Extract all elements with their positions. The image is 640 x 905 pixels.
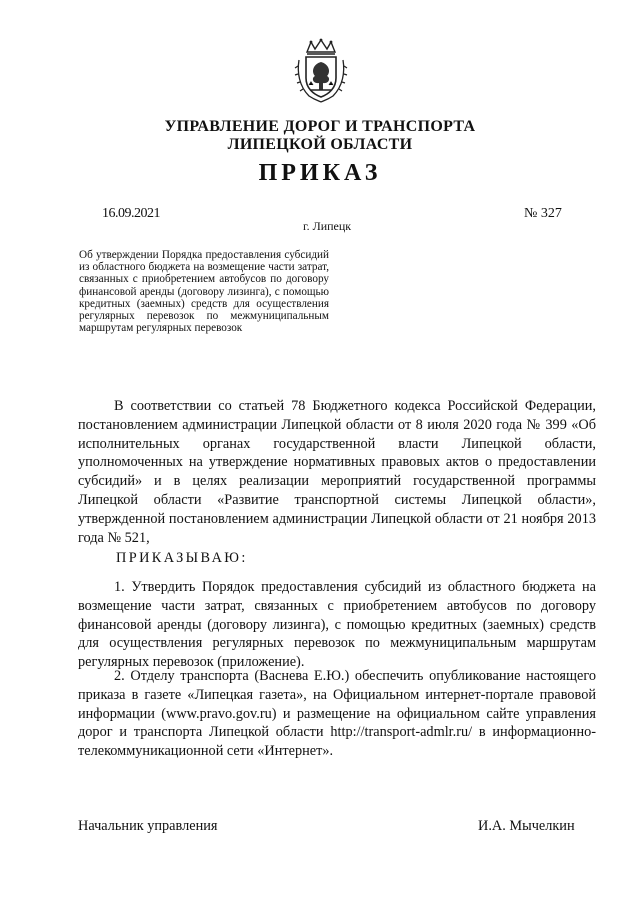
order-item-2: 2. Отделу транспорта (Васнева Е.Ю.) обеспечить опубликование настоящего приказа в газете «Липецкая газета», на Официальном интернет-портале правовой информации (www.pravo.gov.ru) и размещение на официальном сайте управления дорог и транспорта Липецкой области http://transport-admlr.ru/ в информационно-телекоммуникационной сети «Интернет». [78,668,596,760]
document-subject: Об утверждении Порядка предоставления субсидий из областного бюджета на возмещение части затрат, связанных с приобретением автобусов по договору финансовой аренды (договору лизинга), с помощью кредитных (заемных) средств для осуществления регулярных перевозок по межмуниципальным маршрутам регулярных перевозок [79,249,329,335]
document-title: ПРИКАЗ [258,160,382,186]
document-date: 16.09.2021 [102,206,160,221]
organization-name-line2: ЛИПЕЦКОЙ ОБЛАСТИ [227,136,413,153]
document-number: № 327 [524,206,562,221]
document-city: г. Липецк [303,219,352,233]
signatory-position: Начальник управления [78,818,218,834]
signatory-name: И.А. Мычелкин [478,818,575,834]
order-item-1: 1. Утвердить Порядок предоставления субсидий из областного бюджета на возмещение части затрат, связанных с приобретением автобусов по договору финансовой аренды (договору лизинга), с помощью кредитных (заемных) средств для осуществления регулярных перевозок по межмуниципальным маршрутам регулярных перевозок (приложение). [78,579,596,671]
lipetsk-coat-of-arms-icon [293,38,349,104]
organization-name-line1: УПРАВЛЕНИЕ ДОРОГ И ТРАНСПОРТА [164,118,476,135]
order-word: ПРИКАЗЫВАЮ: [116,550,248,566]
preamble-paragraph: В соответствии со статьей 78 Бюджетного кодекса Российской Федерации, постановлением администрации Липецкой области от 8 июля 2020 года № 399 «Об исполнительных органах государственной власти Липецкой области, уполномоченных на утверждение нормативных правовых актов о предоставлении субсидий» и в целях реализации мероприятий государственной программы Липецкой области «Развитие транспортной системы Липецкой области», утвержденной постановлением администрации Липецкой области от 21 ноября 2013 года № 521, [78,398,596,546]
